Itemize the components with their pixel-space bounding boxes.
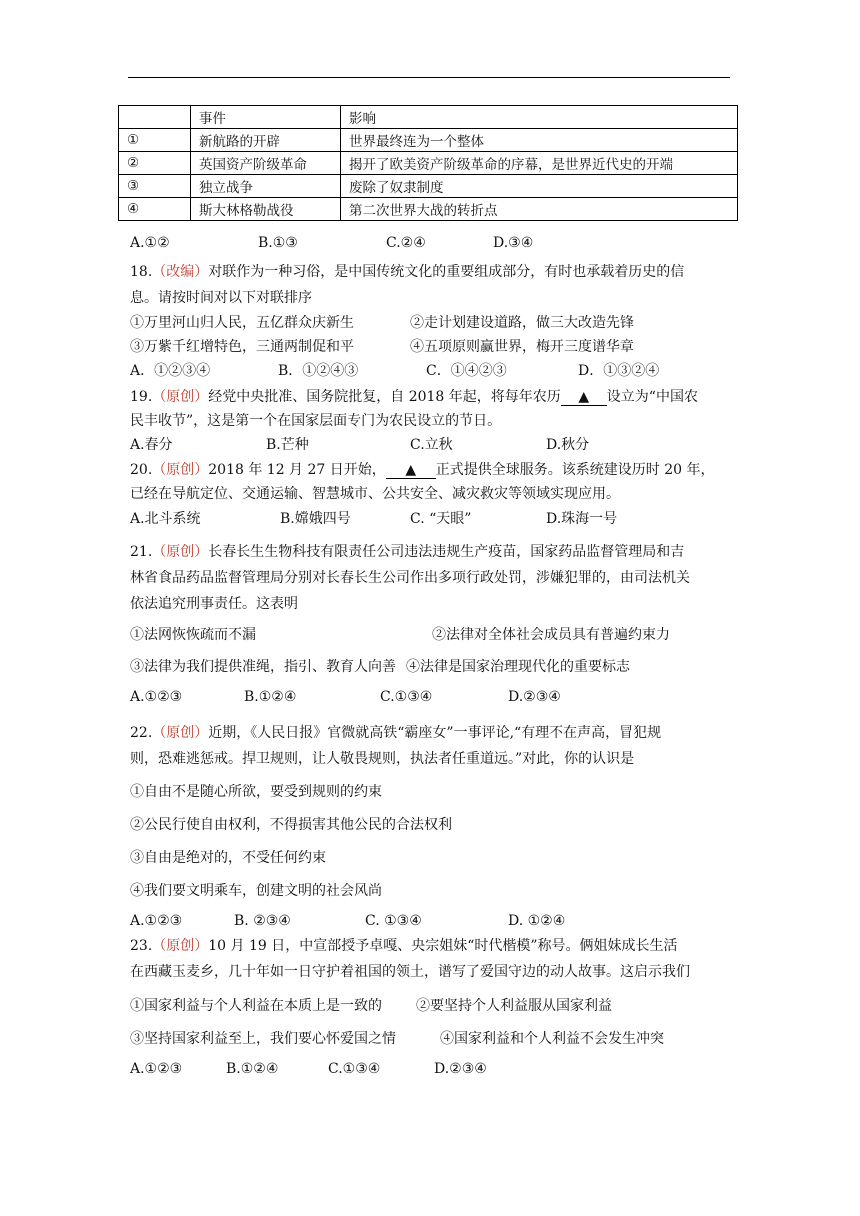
question-tag: （原创） (152, 462, 209, 478)
table-cell: ② (119, 152, 191, 175)
option-c[interactable]: C.①③④ (380, 689, 433, 705)
table-cell: 第二次世界大战的转折点 (341, 198, 738, 221)
table-header-cell: 事件 (191, 106, 341, 129)
table-cell: ④ (119, 198, 191, 221)
option-b[interactable]: B.嫦娥四号 (280, 511, 351, 527)
item-1: ①法网恢恢疏而不漏 (130, 627, 256, 643)
table-header-cell (119, 106, 191, 129)
table-cell: 新航路的开辟 (191, 129, 341, 152)
option-d[interactable]: D.③④ (493, 235, 534, 251)
q18-stem-cont: 息。请按时间对以下对联排序 (130, 290, 312, 306)
table-cell: 独立战争 (191, 175, 341, 198)
q23-stem-cont: 在西藏玉麦乡，几十年如一日守护着祖国的领土，谱写了爱国守边的动人故事。这启示我们 (130, 964, 690, 980)
question-stem-cont: 设立为“中国农 (606, 389, 698, 405)
table-cell: 废除了奴隶制度 (341, 175, 738, 198)
option-a[interactable]: A.①②③ (130, 689, 183, 705)
question-stem: 10 月 19 日，中宣部授予卓嘎、央宗姐妹“时代楷模”称号。俩姐妹成长生活 (208, 938, 678, 954)
question-tag: （原创） (152, 938, 209, 954)
table-row (119, 152, 738, 175)
q21-options (130, 689, 561, 705)
item-1: ①万里河山归人民，五亿群众庆新生 (130, 315, 354, 331)
item-2: ②要坚持个人利益服从国家利益 (416, 998, 612, 1014)
q23-stem (130, 935, 678, 955)
q19-stem-cont: 民丰收节”，这是第一个在国家层面专门为农民设立的节日。 (130, 413, 502, 429)
question-number: 18. (130, 264, 153, 280)
option-c[interactable]: C.①③④ (328, 1061, 381, 1077)
option-c[interactable]: C. ①③④ (365, 913, 422, 929)
q22-stem (130, 722, 661, 742)
q22-stem-cont: 则，恐难逃惩戒。捍卫规则，让人敬畏规则，执法者任重道远。”对此，你的认识是 (130, 751, 635, 767)
question-stem: 对联作为一种习俗，是中国传统文化的重要组成部分，有时也承载着历史的信 (208, 264, 685, 280)
q20-stem (130, 459, 715, 479)
option-a[interactable]: A.春分 (130, 437, 173, 453)
q23-options (130, 1061, 487, 1077)
option-b[interactable]: B.①②④ (244, 689, 297, 705)
option-c[interactable]: C.②④ (386, 235, 426, 251)
answer-blank: ▲ (386, 462, 436, 479)
table-row (119, 129, 738, 152)
item-2: ②走计划建设道路，做三大改造先锋 (410, 315, 634, 331)
q22-item-1: ①自由不是随心所欲，要受到规则的约束 (130, 784, 382, 800)
q19-options (130, 434, 589, 454)
q21-stem-cont: 林省食品药品监督管理局分别对长春长生公司作出多项行政处罚，涉嫌犯罪的，由司法机关 (130, 570, 690, 586)
option-a[interactable]: A.北斗系统 (130, 511, 201, 527)
question-number: 22. (130, 725, 153, 741)
item-4: ④法律是国家治理现代化的重要标志 (406, 659, 630, 675)
table-cell: ① (119, 129, 191, 152)
question-stem: 近期，《人民日报》官微就高铁“霸座女”一事评论,“有理不在声高，冒犯规 (208, 725, 662, 741)
table-cell: 斯大林格勒战役 (191, 198, 341, 221)
q17-options (130, 235, 533, 251)
event-impact-table (118, 105, 738, 221)
q18-items-row2 (130, 336, 634, 356)
option-d[interactable]: D.②③④ (434, 1061, 487, 1077)
question-stem: 经党中央批准、国务院批复，自 2018 年起，将每年农历 (208, 389, 561, 405)
q21-items-row1 (130, 624, 670, 644)
option-d[interactable]: D. ①②④ (508, 913, 566, 929)
option-b[interactable]: B.①②④ (226, 1061, 279, 1077)
q23-items-row1 (130, 995, 612, 1015)
table-cell: 英国资产阶级革命 (191, 152, 341, 175)
q22-options (130, 913, 565, 929)
option-b[interactable]: B.芒种 (266, 437, 309, 453)
item-4: ④国家利益和个人利益不会发生冲突 (440, 1031, 664, 1047)
table-row (119, 198, 738, 221)
option-b[interactable]: B.①③ (258, 235, 298, 251)
q20-stem-cont: 已经在导航定位、交通运输、智慧城市、公共安全、减灾救灾等领域实现应用。 (130, 486, 620, 502)
q20-options (130, 508, 617, 528)
question-number: 19. (130, 389, 153, 405)
q21-items-row2 (130, 656, 630, 676)
option-b[interactable]: B. ②③④ (234, 913, 291, 929)
option-d[interactable]: D．①③②④ (578, 363, 660, 379)
item-1: ①国家利益与个人利益在本质上是一致的 (130, 998, 382, 1014)
question-stem-cont: 正式提供全球服务。该系统建设历时 20 年， (435, 462, 715, 478)
q23-items-row2 (130, 1028, 664, 1048)
table-header-cell: 影响 (341, 106, 738, 129)
table-cell: ③ (119, 175, 191, 198)
table-cell: 揭开了欧美资产阶级革命的序幕，是世界近代史的开端 (341, 152, 738, 175)
q18-options (130, 360, 659, 380)
option-c[interactable]: C. “天眼” (410, 511, 472, 527)
option-c[interactable]: C．①④②③ (426, 363, 507, 379)
option-b[interactable]: B．①②④③ (278, 363, 359, 379)
option-a[interactable]: A.①② (130, 235, 170, 251)
answer-blank: ▲ (561, 389, 607, 406)
question-tag: （原创） (152, 544, 209, 560)
option-d[interactable]: D.秋分 (546, 437, 590, 453)
question-number: 23. (130, 938, 153, 954)
q22-item-2: ②公民行使自由权利，不得损害其他公民的合法权利 (130, 817, 452, 833)
table-header-row (119, 106, 738, 129)
table-row (119, 175, 738, 198)
question-stem: 2018 年 12 月 27 日开始， (208, 462, 386, 478)
q18-items-row1 (130, 312, 634, 332)
item-3: ③坚持国家利益至上，我们要心怀爱国之情 (130, 1031, 396, 1047)
q19-stem (130, 386, 698, 406)
question-number: 20. (130, 462, 153, 478)
option-a[interactable]: A.①②③ (130, 1061, 183, 1077)
question-number: 21. (130, 544, 153, 560)
table-cell: 世界最终连为一个整体 (341, 129, 738, 152)
q22-item-3: ③自由是绝对的，不受任何约束 (130, 850, 326, 866)
header-rule (128, 77, 730, 78)
question-tag: （改编） (152, 264, 209, 280)
item-4: ④五项原则赢世界，梅开三度谱华章 (410, 339, 634, 355)
q21-stem-cont2: 依法追究刑事责任。这表明 (130, 596, 298, 612)
item-2: ②法律对全体社会成员具有普遍约束力 (432, 627, 670, 643)
q18-stem (130, 261, 684, 281)
item-3: ③法律为我们提供准绳，指引、教育人向善 (130, 659, 396, 675)
option-a[interactable]: A．①②③④ (130, 363, 211, 379)
item-3: ③万紫千红增特色，三通两制促和平 (130, 339, 354, 355)
question-tag: （原创） (152, 725, 209, 741)
q22-item-4: ④我们要文明乘车，创建文明的社会风尚 (130, 883, 382, 899)
option-c[interactable]: C.立秋 (410, 437, 453, 453)
question-stem: 长春长生生物科技有限责任公司违法违规生产疫苗，国家药品监督管理局和吉 (208, 544, 685, 560)
option-d[interactable]: D.珠海一号 (546, 511, 618, 527)
option-a[interactable]: A.①②③ (130, 913, 183, 929)
option-d[interactable]: D.②③④ (508, 689, 561, 705)
question-tag: （原创） (152, 389, 209, 405)
q21-stem (130, 541, 684, 561)
